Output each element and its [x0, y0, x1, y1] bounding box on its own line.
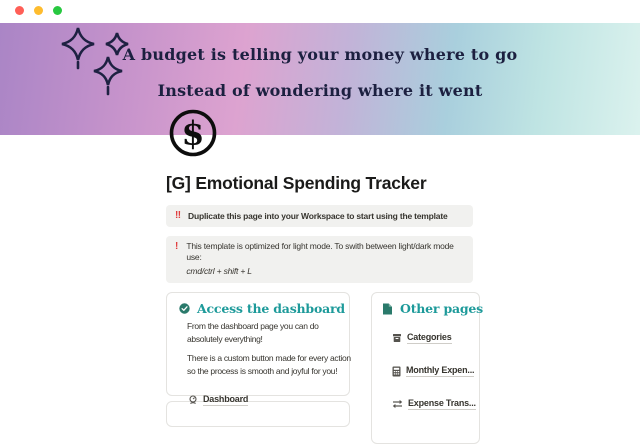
- check-badge-icon: [179, 303, 190, 314]
- double-exclamation-icon: ‼: [175, 210, 182, 221]
- page-body: [166, 173, 484, 444]
- expense-transactions-page-link[interactable]: [392, 398, 479, 410]
- callout-light-mode-text: This template is optimized for light mode. To swith between light/dark mode use:: [186, 241, 454, 262]
- paragraph-line: absolutely everything!: [187, 334, 263, 344]
- cover-banner: [0, 23, 640, 135]
- dashboard-link-label: Dashboard: [203, 394, 249, 404]
- close-button[interactable]: [15, 6, 24, 15]
- dashboard-paragraph-2: [187, 352, 349, 378]
- archive-icon: [392, 333, 402, 343]
- paragraph-line: There is a custom button made for every action: [187, 353, 351, 363]
- access-dashboard-heading: Access the dashboard: [197, 301, 345, 316]
- exclamation-icon: !: [175, 241, 179, 252]
- page-title: [G] Emotional Spending Tracker: [166, 173, 427, 193]
- paragraph-line: so the process is smooth and joyful for you!: [187, 366, 338, 376]
- svg-text:$: $: [181, 113, 205, 153]
- other-pages-header: [382, 301, 484, 316]
- minimize-button[interactable]: [34, 6, 43, 15]
- two-column-layout: [166, 292, 484, 444]
- zoom-button[interactable]: [53, 6, 62, 15]
- categories-link-label: Categories: [407, 332, 452, 342]
- access-dashboard-card: [166, 292, 351, 404]
- monthly-expenses-page-link[interactable]: [392, 365, 479, 377]
- window-titlebar: [0, 0, 640, 23]
- dashboard-paragraph-1: [187, 320, 349, 346]
- other-pages-card: [371, 292, 484, 444]
- callout-light-mode-shortcut: cmd/ctrl + shift + L: [186, 266, 252, 276]
- dollar-sign-icon[interactable]: [168, 108, 218, 158]
- access-dashboard-header: [179, 301, 349, 316]
- other-pages-heading: Other pages: [400, 301, 484, 316]
- calculator-icon: [392, 366, 401, 377]
- quote-line-1: A budget is telling your money where to go: [122, 45, 518, 64]
- left-column: [166, 292, 350, 427]
- monthly-expenses-link-label: Monthly Expen...: [406, 365, 475, 375]
- categories-page-link[interactable]: [392, 332, 479, 344]
- callout-light-mode: [166, 236, 473, 283]
- paragraph-line: From the dashboard page you can do: [187, 321, 319, 331]
- callout-duplicate: [166, 205, 473, 227]
- transfer-arrows-icon: [392, 399, 403, 409]
- page-icon: [382, 303, 393, 315]
- callout-light-mode-body: [186, 241, 464, 277]
- callout-duplicate-text: Duplicate this page into your Workspace to start using the template: [188, 210, 448, 221]
- banner-quote: [110, 45, 530, 100]
- right-column: [371, 292, 484, 444]
- expense-transactions-link-label: Expense Trans...: [408, 398, 476, 408]
- dashboard-gauge-icon: [188, 395, 198, 405]
- quote-line-2: Instead of wondering where it went: [157, 81, 483, 100]
